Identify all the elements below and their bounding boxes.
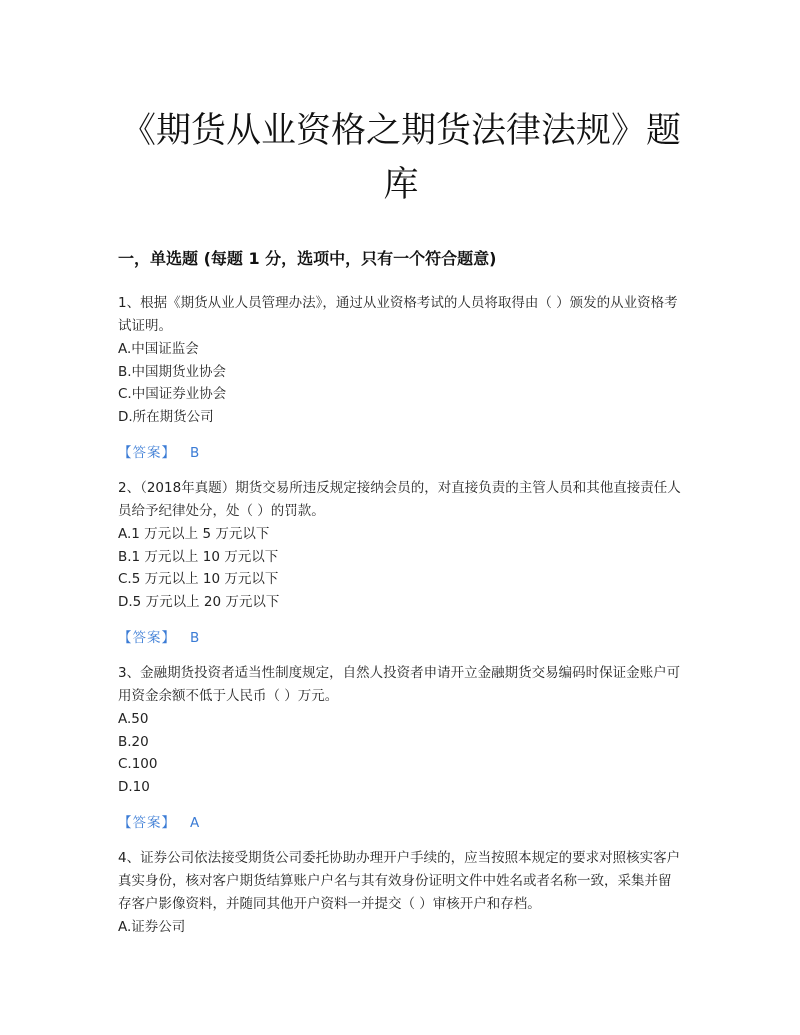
title-line-2: 库 xyxy=(383,165,419,205)
option-a: A.50 xyxy=(118,711,149,727)
question-3 xyxy=(118,662,684,847)
option-b: B.中国期货业协会 xyxy=(118,363,227,380)
question-2 xyxy=(118,477,684,662)
option-b: B.20 xyxy=(118,733,149,750)
option-d: D.5 万元以上 20 万元以下 xyxy=(118,593,280,610)
question-4 xyxy=(118,847,684,939)
option-c: C.中国证券业协会 xyxy=(118,386,227,402)
option-a: A.证券公司 xyxy=(118,919,186,935)
answer-value: B xyxy=(190,445,200,461)
question-1 xyxy=(118,292,684,477)
question-stem: 4、证券公司依法接受期货公司委托协助办理开户手续的，应当按照本规定的要求对照核实客户真实身份，核对客户期货结算账户户名与其有效身份证明文件中姓名或者名称一致，采集并留存客户影像资料，并随同其他开户资料一并提交（ ）审核开户和存档。 xyxy=(118,850,681,912)
answer-label: 【答案】 xyxy=(118,445,176,461)
option-b: B.1 万元以上 10 万元以下 xyxy=(118,548,279,565)
answer-label: 【答案】 xyxy=(118,630,176,646)
answer-line xyxy=(118,442,684,464)
answer-line xyxy=(118,812,684,834)
option-c: C.5 万元以上 10 万元以下 xyxy=(118,571,279,587)
document-title xyxy=(104,104,698,212)
answer-line xyxy=(118,627,684,649)
option-c: C.100 xyxy=(118,756,158,772)
section-heading: 一，单选题 (每题 1 分，选项中，只有一个符合题意) xyxy=(118,249,497,268)
question-stem: 2、（2018年真题）期货交易所违反规定接纳会员的，对直接负责的主管人员和其他直接责任人员给予纪律处分，处（ ）的罚款。 xyxy=(118,480,681,519)
title-line-1: 《期货从业资格之期货法律法规》题 xyxy=(120,111,681,151)
question-stem: 3、金融期货投资者适当性制度规定，自然人投资者申请开立金融期货交易编码时保证金账户可用资金余额不低于人民币（ ）万元。 xyxy=(118,665,681,704)
option-a: A.1 万元以上 5 万元以下 xyxy=(118,526,270,542)
option-d: D.10 xyxy=(118,778,150,795)
answer-value: A xyxy=(190,815,200,831)
answer-value: B xyxy=(190,630,200,646)
option-a: A.中国证监会 xyxy=(118,341,199,357)
question-stem: 1、根据《期货从业人员管理办法》，通过从业资格考试的人员将取得由（ ）颁发的从业资格考试证明。 xyxy=(118,295,678,334)
option-d: D.所在期货公司 xyxy=(118,408,214,425)
answer-label: 【答案】 xyxy=(118,815,176,831)
question-list xyxy=(118,292,684,939)
